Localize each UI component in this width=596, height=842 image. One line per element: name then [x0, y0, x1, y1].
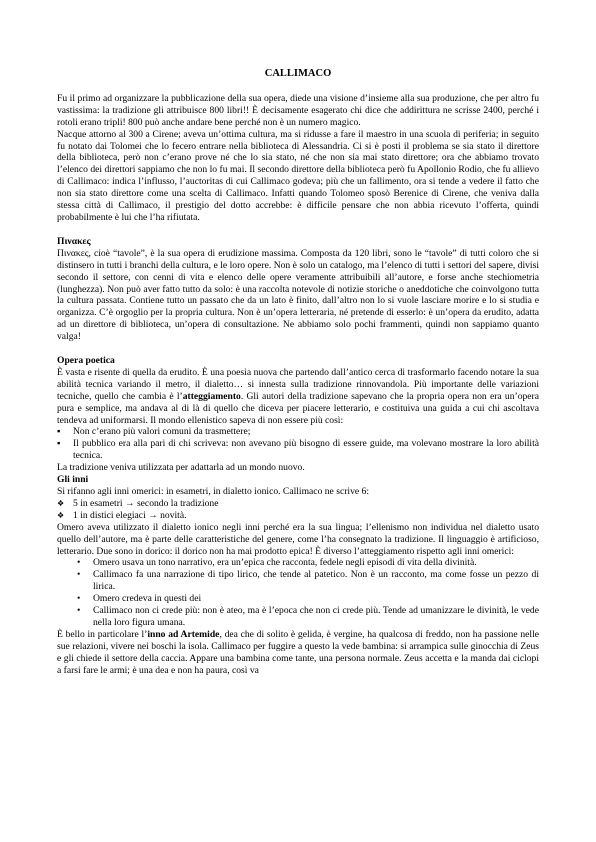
pinakes-paragraph: Πινακες, cioè “tavole”, è la sua opera di erudizione massima. Composta da 120 libri, sono le “tavole” di tutti coloro che si distinsero in tutti i branchi della cultura, e le loro opere. Non è solo un catalogo, ma l’elenco di tutti i settori del sapere, divisi secondo il settore, con cenni di vita e elenco delle opere veramente attribuibili all’autore, e forse anche stechiometria (lunghezza). Non può aver fatto tutto da solo: è una raccolta notevole di notizie storiche o aneddotiche che coinvolgono tutta la cultura passata. Contiene tutto un passato che da un lato è finito, dall’altro non lo si vuole lasciare morire e lo si studia e organizza. C’è orgoglio per la propria cultura. Non è un’opera letteraria, né pretende di esserlo: è un’opera da erudito, adatta ad un direttore di biblioteca, un’opera di consultazione. Ne abbiamo solo pochi frammenti, quindi non sappiamo quanto valga! [57, 247, 539, 343]
opera-poetica-paragraph [57, 367, 539, 427]
intro-paragraph-2: Nacque attorno al 300 a Cirene; aveva un’ottima cultura, ma si ridusse a fare il maestro in una scuola di periferia; in seguito fu notato dai Tolomei che lo fecero entrare nella biblioteca di Alessandria. Ci si è posti il problema se sia stato il direttore della biblioteca, però non c’erano prove né che lo sia stato, né che non sia mai stato direttore; ora che abbiamo trovato l’elenco dei direttori sappiamo che non lo fu mai. Il secondo direttore della biblioteca però fu Apollonio Rodio, che fu allievo di Callimaco: indica l’influsso, l’auctoritas di cui Callimaco godeva; più che un fallimento, ora si tende a vedere il fatto che non sia stato direttore come una scelta di Callimaco. Infatti quando Tolomeo sposò Berenice di Cirene, che veniva dalla stessa città di Callimaco, il prestigio del dotto accrebbe: è difficile pensare che non abbia ricevuto l’offerta, quindi probabilmente è lui che l’ha rifiutata. [57, 128, 539, 223]
spacer [57, 224, 539, 236]
bold-term: inno ad Artemide [147, 628, 220, 640]
list-item: • Callimaco non ci crede più: non è ateo, ma è l’epoca che non ci crede più. Tende ad umanizzare le divinità, le vede nella loro figura umana. [57, 605, 539, 629]
bold-term: atteggiamento [182, 390, 241, 402]
text-run: È bello in particolare l’ [57, 628, 148, 640]
document-title: CALLIMACO [264, 68, 332, 79]
list-item: • Omero credeva in questi dei [57, 593, 539, 605]
inni-paragraph: Omero aveva utilizzato il dialetto ionico negli inni perché era la sua lingua; l’ellenismo non individua nel dialetto usato quello dell’autore, ma è parte delle caratteristiche del genere, come l’ha consegnato la tradizione. Il linguaggio è artificioso, letterario. Due sono in dorico: il dorico non ha mai prodotto epica! È diverso l’atteggiamento rispetto agli inni omerici: [57, 521, 539, 557]
inni-intro: Si rifanno agli inni omerici: in esametri, in dialetto ionico. Callimaco ne scrive 6: [57, 486, 369, 497]
list-item: ▪ Non c’erano più valori comuni da trasmettere; [57, 426, 539, 438]
opera-poetica-bullet-list [57, 426, 539, 462]
list-item: ❖ 1 in distici elegiaci → novità. [57, 510, 539, 522]
opera-poetica-closing: La tradizione veniva utilizzata per adattarla ad un mondo nuovo. [57, 462, 305, 474]
artemide-paragraph [57, 629, 539, 677]
text-run: , dea che di solito è gelida, è vergine, ha qualcosa di freddo, non ha passione nelle sue relazioni, vivere nei boschi la isola. Callimaco per fuggire a questo la vede bambina: si arrampica sulle ginocchia di Zeus e gli chiede il settore della caccia. Appare una bambina come tante, una persona normale. Zeus accetta e la manda dai ciclopi a farsi fare le armi; è una dea e non ha paura, così va [57, 628, 539, 676]
text-run: È vasta e risente di quella da erudito. È una poesia nuova che partendo dall’antico cerca di trasformarlo facendo notare la sua abilità tecnica variando il metro, il dialetto… si innesta sulla tradizione rinnovandola. Più importante delle variazioni tecniche, quello che cambia è l’ [57, 366, 539, 402]
inni-comparison-list [57, 557, 539, 628]
list-item: • Callimaco fa una narrazione di tipo lirico, che tende al patetico. Non è un racconto, ma come fosse un pezzo di lirica. [57, 569, 539, 593]
inni-metre-list [57, 498, 539, 522]
text-run: . Gli autori della tradizione sapevano che la propria opera non era un’opera pura e semplice, ma andava al di là di quello che diceva per piacere letterario, e costituiva una guida a cui chi ascoltava tendeva ad uniformarsi. Il mondo ellenistico sapeva di non essere più così: [57, 390, 540, 426]
intro-paragraph-1: Fu il primo ad organizzare la pubblicazione della sua opera, diede una visione d’insieme alla sua produzione, che per altro fu vastissima: la tradizione gli attribuisce 800 libri!! È decisamente esagerato chi dice che addirittura ne scrisse 2400, perché i rotoli erano tripli! 800 può anche andare bene perché non è un numero magico. [57, 92, 539, 128]
section-heading-pinakes: Πινακες [57, 235, 91, 247]
list-item: • Omero usava un tono narrativo, era un’epica che racconta, fedele negli episodi di vita della divinità. [57, 557, 539, 569]
spacer [57, 343, 539, 355]
list-item: ❖ 5 in esametri → secondo la tradizione [57, 498, 539, 510]
section-heading-inni: Gli inni [57, 474, 89, 486]
section-heading-opera-poetica: Opera poetica [57, 355, 115, 367]
list-item: ▪ Il pubblico era alla pari di chi scriveva: non avevano più bisogno di essere guide, ma volevano mostrare la loro abilità tecnica. [57, 438, 539, 462]
document-page [57, 60, 539, 677]
